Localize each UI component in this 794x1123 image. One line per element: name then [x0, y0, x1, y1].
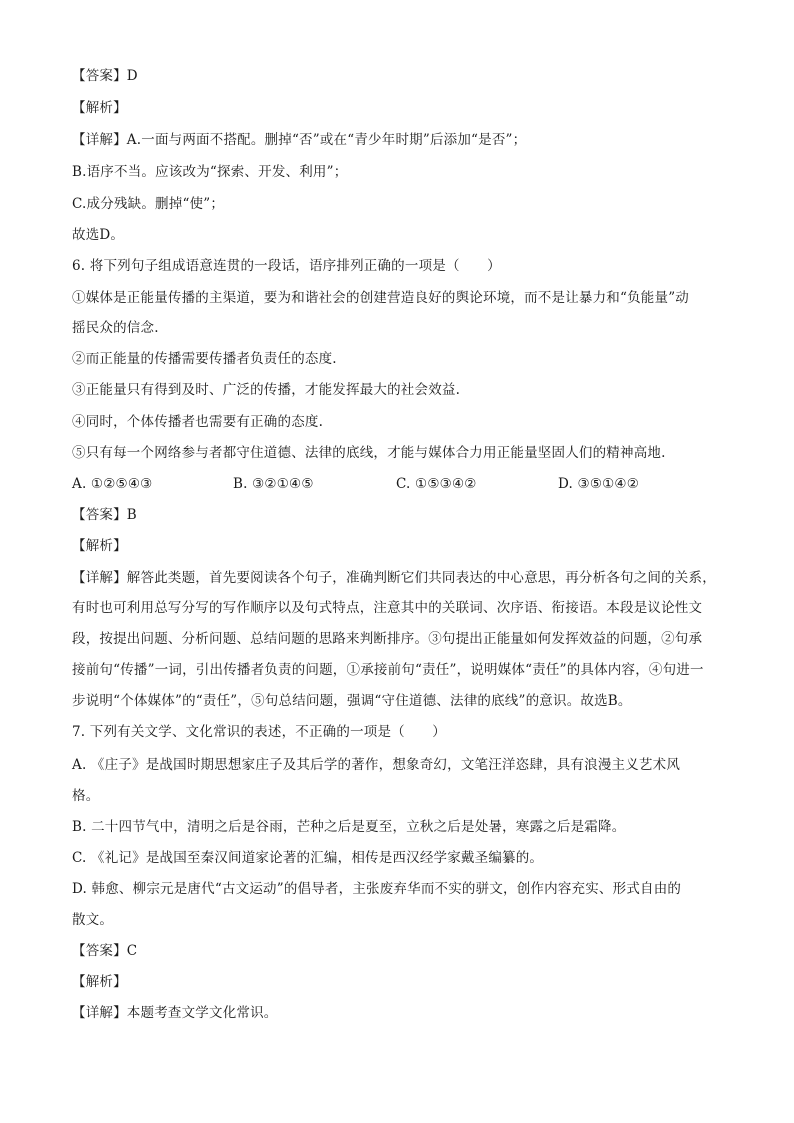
question-6-stem: 6. 将下列句子组成语意连贯的一段话，语序排列正确的一项是（ ）: [72, 258, 501, 274]
option-b: B. 二十四节气中，清明之后是谷雨，芒种之后是夏至，立秋之后是处暑，寒露之后是霜降。: [72, 819, 626, 835]
option-d-cont: 散文。: [72, 912, 114, 928]
detail-text: 有时也可利用总写分写的写作顺序以及句式特点，注意其中的关联词、次序语、衔接语。本段是议论性文: [72, 600, 703, 616]
detail-text: 【详解】本题考查文学文化常识。: [72, 1005, 278, 1021]
detail-text: 故选D。: [72, 227, 125, 243]
option-a: A. 《庄子》是战国时期思想家庄子及其后学的著作，想象奇幻，文笔汪洋恣肆，具有浪漫主义艺术风: [72, 757, 681, 773]
answer-label: 【答案】B: [72, 507, 137, 523]
sentence-text: ④同时，个体传播者也需要有正确的态度.: [72, 414, 324, 430]
analysis-label: 【解析】: [72, 100, 127, 116]
answer-label: 【答案】C: [72, 943, 138, 959]
detail-text: B.语序不当。应该改为“探索、开发、利用”；: [72, 164, 348, 180]
detail-text: 接前句“传播”一词，引出传播者负责的问题，①承接前句“责任”，说明媒体“责任”的具体内容，④句进一: [72, 662, 704, 678]
option-c: C. ①⑤③④②: [396, 476, 477, 492]
option-d: D. 韩愈、柳宗元是唐代“古文运动”的倡导者，主张废弃华而不实的骈文，创作内容充实、形式自由的: [72, 881, 682, 897]
detail-text: 【详解】A.一面与两面不搭配。删掉“否”或在“青少年时期”后添加“是否”；: [72, 132, 527, 148]
detail-text: 段，按提出问题、分析问题、总结问题的思路来判断排序。③句提出正能量如何发挥效益的问题，②句承: [72, 631, 703, 647]
answer-label: 【答案】D: [72, 68, 138, 84]
option-d: D. ③⑤①④②: [558, 476, 640, 492]
option-a-cont: 格。: [72, 788, 100, 804]
analysis-label: 【解析】: [72, 974, 127, 990]
sentence-text: ②而正能量的传播需要传播者负责任的态度.: [72, 351, 337, 367]
sentence-text: ⑤只有每一个网络参与者都守住道德、法律的底线，才能与媒体合力用正能量坚固人们的精神高地.: [72, 445, 666, 461]
detail-text: C.成分残缺。删掉“使”；: [72, 196, 225, 212]
detail-text: 步说明“个体媒体”的“责任”，⑤句总结问题，强调“守住道德、法律的底线”的意识。故选B。: [72, 693, 632, 709]
question-7-stem: 7. 下列有关文学、文化常识的表述，不正确的一项是（ ）: [72, 724, 446, 740]
analysis-label: 【解析】: [72, 538, 127, 554]
sentence-text: ①媒体是正能量传播的主渠道，要为和谐社会的创建营造良好的舆论环境，而不是让暴力和“负能量”动: [72, 290, 690, 306]
sentence-text: ③正能量只有得到及时、广泛的传播，才能发挥最大的社会效益.: [72, 382, 461, 398]
option-b: B. ③②①④⑤: [233, 476, 314, 492]
option-a: A. ①②⑤④③: [72, 476, 153, 492]
sentence-text: 摇民众的信念.: [72, 320, 159, 336]
detail-text: 【详解】解答此类题，首先要阅读各个句子，准确判断它们共同表达的中心意思，再分析各句之间的关系，: [72, 570, 716, 586]
option-c: C. 《礼记》是战国至秦汉间道家论著的汇编，相传是西汉经学家戴圣编纂的。: [72, 850, 544, 866]
